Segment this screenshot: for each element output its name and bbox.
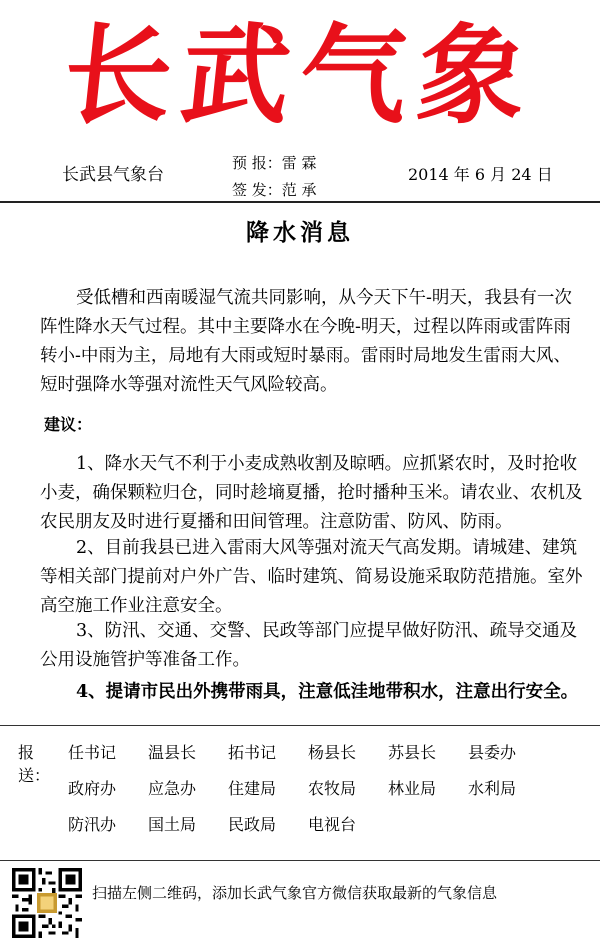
recipient: 民政局 — [228, 815, 277, 834]
recipient: 杨县长 — [308, 743, 357, 762]
distribution-divider — [0, 725, 600, 726]
recipient: 拓书记 — [228, 743, 277, 762]
advice-item-2: 2、目前我县已进入雷雨大风等强对流天气高发期。请城建、建筑等相关部门提前对户外广告、临时建筑、简易设施采取防范措施。室外高空施工作业注意安全。 — [40, 538, 583, 616]
recipient: 温县长 — [148, 743, 197, 762]
document-title: 降水消息 — [246, 219, 354, 246]
recipient: 林业局 — [388, 779, 437, 798]
footer-divider — [0, 860, 600, 861]
issue-date: 2014 年 6 月 24 日 — [408, 165, 553, 184]
recipient: 政府办 — [68, 779, 117, 798]
issuer-line — [232, 177, 317, 204]
qr-code-icon — [12, 868, 82, 938]
distribution-label: 报送： — [18, 743, 51, 785]
forecaster-label: 预 报： — [232, 154, 282, 172]
recipient: 国土局 — [148, 815, 197, 834]
forecaster-name: 雷 霖 — [281, 154, 317, 172]
recipient: 住建局 — [228, 779, 277, 798]
station-name: 长武县气象台 — [62, 165, 164, 185]
advice-item-1: 1、降水天气不利于小麦成熟收割及晾晒。应抓紧农时，及时抢收小麦，确保颗粒归仓，同时趁墒夏播，抢时播种玉米。请农业、农机及农民朋友及时进行夏播和田间管理。注意防雷、防风、防雨。 — [40, 454, 583, 532]
qr-instruction: 扫描左侧二维码，添加长武气象官方微信获取最新的气象信息 — [92, 884, 498, 902]
header-divider — [0, 201, 600, 203]
recipient: 县委办 — [468, 743, 517, 762]
issuer-name: 范 承 — [281, 181, 317, 199]
masthead-title: 长武气象 — [57, 13, 543, 139]
recipient: 任书记 — [68, 743, 117, 762]
staff-block — [232, 150, 317, 204]
advice-label: 建议： — [44, 415, 93, 434]
intro-paragraph: 受低槽和西南暖湿气流共同影响，从今天下午-明天，我县有一次阵性降水天气过程。其中主要降水在今晚-明天，过程以阵雨或雷阵雨转小-中雨为主，局地有大雨或短时暴雨。雷雨时局地发生雷雨大风、短时强降水等强对流性天气风险较高。 — [40, 288, 572, 395]
advice-item-4: 4、提请市民出外携带雨具，注意低洼地带积水，注意出行安全。 — [76, 682, 579, 702]
advice-item-3: 3、防汛、交通、交警、民政等部门应提早做好防汛、疏导交通及公用设施管护等准备工作。 — [40, 621, 578, 670]
forecaster-line — [232, 150, 317, 177]
masthead — [0, 0, 600, 150]
recipient: 防汛办 — [68, 815, 117, 834]
recipient: 水利局 — [468, 779, 517, 798]
recipient: 苏县长 — [388, 743, 437, 762]
issuer-label: 签 发： — [232, 181, 282, 199]
recipient: 电视台 — [308, 815, 357, 834]
recipient: 应急办 — [148, 779, 197, 798]
recipient: 农牧局 — [308, 779, 357, 798]
